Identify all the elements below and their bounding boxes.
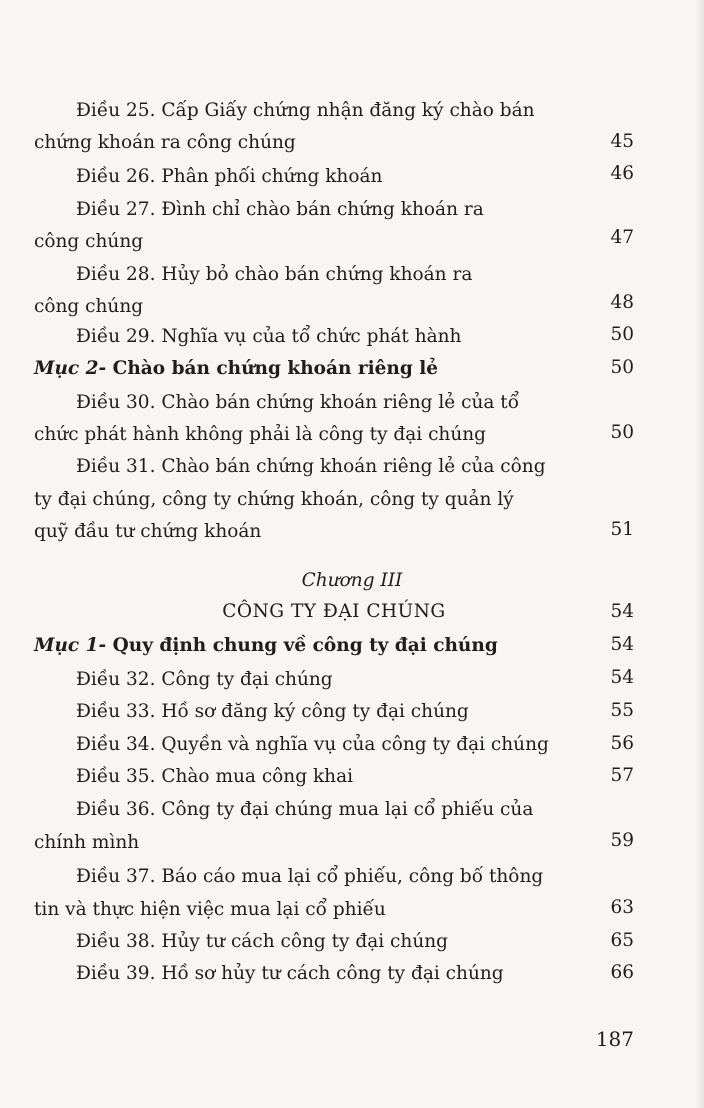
toc-entry-dieu-36-line1: Điều 36. Công ty đại chúng mua lại cổ phiếu của xyxy=(76,799,534,820)
section-heading-muc-1 xyxy=(34,635,634,657)
toc-entry-dieu-37-line2: tin và thực hiện việc mua lại cổ phiếu xyxy=(34,899,386,920)
toc-entry-dieu-25-line1: Điều 25. Cấp Giấy chứng nhận đăng ký chào bán xyxy=(76,100,535,121)
toc-entry-dieu-31-line3: quỹ đầu tư chứng khoán xyxy=(34,521,262,542)
page-number: 51 xyxy=(610,519,634,540)
section-title: Quy định chung về công ty đại chúng xyxy=(106,635,498,656)
toc-entry-dieu-27-line1: Điều 27. Đình chỉ chào bán chứng khoán ra xyxy=(76,199,484,220)
toc-entry-dieu-31-line2: ty đại chúng, công ty chứng khoán, công ty quản lý xyxy=(34,489,514,510)
page-number: 54 xyxy=(610,667,634,688)
chapter-label: Chương III xyxy=(301,570,403,591)
page-number: 54 xyxy=(610,634,634,655)
page-number: 45 xyxy=(610,131,634,152)
page-number: 65 xyxy=(610,930,634,951)
page-number: 46 xyxy=(610,163,634,184)
toc-entry-dieu-39: Điều 39. Hồ sơ hủy tư cách công ty đại chúng xyxy=(76,963,504,984)
toc-entry-dieu-31-line1: Điều 31. Chào bán chứng khoán riêng lẻ của công xyxy=(76,456,546,477)
toc-entry-dieu-25-line2: chứng khoán ra công chúng xyxy=(34,132,296,153)
page-number: 47 xyxy=(610,227,634,248)
toc-entry-dieu-33: Điều 33. Hồ sơ đăng ký công ty đại chúng xyxy=(76,701,469,722)
toc-entry-dieu-28-line1: Điều 28. Hủy bỏ chào bán chứng khoán ra xyxy=(76,264,473,285)
page-number: 66 xyxy=(610,962,634,983)
toc-entry-dieu-29: Điều 29. Nghĩa vụ của tổ chức phát hành xyxy=(76,326,462,347)
folio-page-number: 187 xyxy=(595,1027,634,1051)
page-number: 55 xyxy=(610,700,634,721)
page-number: 57 xyxy=(610,765,634,786)
page-number: 50 xyxy=(610,422,634,443)
page-number: 48 xyxy=(610,292,634,313)
toc-entry-dieu-36-line2: chính mình xyxy=(34,832,140,853)
page-number: 54 xyxy=(610,601,634,622)
chapter-title: CÔNG TY ĐẠI CHÚNG xyxy=(222,601,446,622)
toc-entry-dieu-26: Điều 26. Phân phối chứng khoán xyxy=(76,166,383,187)
page-edge-shadow xyxy=(696,0,704,1108)
section-title: Chào bán chứng khoán riêng lẻ xyxy=(106,358,439,379)
page-number: 56 xyxy=(610,733,634,754)
page-number: 50 xyxy=(610,357,634,378)
toc-entry-dieu-37-line1: Điều 37. Báo cáo mua lại cổ phiếu, công bố thông xyxy=(76,866,544,887)
toc-entry-dieu-30-line2: chức phát hành không phải là công ty đại chúng xyxy=(34,424,487,445)
toc-entry-dieu-34: Điều 34. Quyền và nghĩa vụ của công ty đại chúng xyxy=(76,734,549,755)
toc-entry-dieu-38: Điều 38. Hủy tư cách công ty đại chúng xyxy=(76,931,449,952)
section-label: Mục 2- xyxy=(34,358,107,379)
page-number: 50 xyxy=(610,324,634,345)
page-number: 63 xyxy=(610,897,634,918)
toc-entry-dieu-35: Điều 35. Chào mua công khai xyxy=(76,766,354,787)
section-heading-muc-2 xyxy=(34,358,634,380)
toc-entry-dieu-32: Điều 32. Công ty đại chúng xyxy=(76,669,333,690)
section-label: Mục 1- xyxy=(34,635,107,656)
toc-entry-dieu-28-line2: công chúng xyxy=(34,296,144,317)
toc-entry-dieu-30-line1: Điều 30. Chào bán chứng khoán riêng lẻ của tổ xyxy=(76,392,520,413)
page-number: 59 xyxy=(610,830,634,851)
toc-entry-dieu-27-line2: công chúng xyxy=(34,231,144,252)
